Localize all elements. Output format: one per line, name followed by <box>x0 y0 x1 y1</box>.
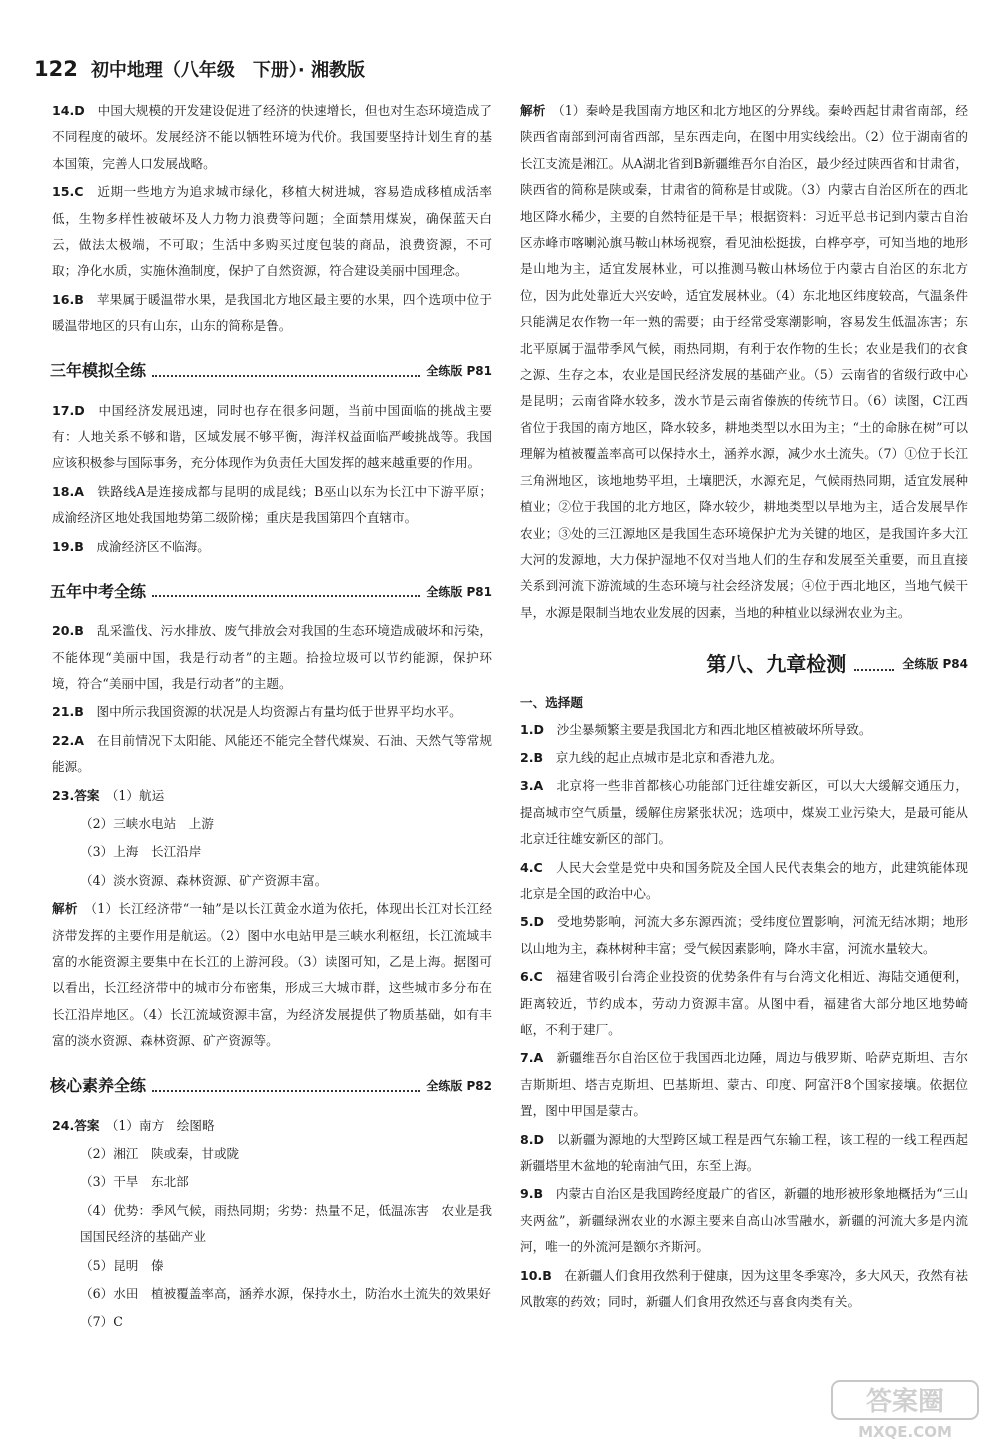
answer-item <box>520 717 968 743</box>
watermark-logo <box>830 1379 980 1443</box>
answer-item <box>520 1263 968 1316</box>
section-ref: 全练版 P82 <box>426 1079 492 1094</box>
answer-item <box>52 534 492 560</box>
answer-line: （1）航运 <box>112 787 165 803</box>
item-number: 5.D <box>520 914 545 930</box>
item-number: 21.B <box>52 704 84 720</box>
answer-item <box>520 773 968 852</box>
section-heading <box>50 354 492 390</box>
answer-item <box>52 287 492 340</box>
answer-item <box>52 728 492 781</box>
answer-line: （2）三峡水电站 上游 <box>80 815 214 831</box>
section-title: 核心素养全练 <box>50 1076 147 1096</box>
answer-item <box>520 1127 968 1180</box>
item-text: 新疆维吾尔自治区位于我国西北边陲，周边与俄罗斯、哈萨克斯坦、吉尔吉斯斯坦、塔吉克斯坦、巴基斯坦、蒙古、印度、阿富汗8个国家接壤。依据位置，图中甲国是蒙古。 <box>520 1050 969 1119</box>
item-text: 内蒙古自治区是我国跨经度最广的省区，新疆的地形被形象地概括为“三山夹两盆”，新疆绿洲农业的水源主要来自高山冰雪融水，新疆的河流大多是内流河，唯一的外流河是额尔齐斯河。 <box>520 1186 968 1255</box>
answer-line: （7）C <box>80 1314 123 1330</box>
answer-item <box>520 1045 968 1124</box>
item-number: 19.B <box>52 538 84 554</box>
item-number: 3.A <box>520 778 544 794</box>
answer-item <box>52 479 492 532</box>
item-number: 15.C <box>52 184 84 200</box>
item-text: 人民大会堂是党中央和国务院及全国人民代表集会的地方，此建筑能体现北京是全国的政治中心。 <box>520 859 969 901</box>
answer-line: （4）优势：季风气候，雨热同期；劣势：热量不足，低温冻害 农业是我国国民经济的基础产业 <box>80 1202 492 1245</box>
answer-item <box>520 964 968 1043</box>
chapter-heading <box>520 644 968 684</box>
item-number: 24.答案 <box>52 1117 100 1133</box>
answer-item <box>520 855 968 908</box>
item-number: 1.D <box>520 721 545 737</box>
analysis-text: （1）秦岭是我国南方地区和北方地区的分界线。秦岭西起甘肃省南部，经陕西省南部到河南省西部，呈东西走向，在图中用实线绘出。（2）位于湖南省的长江支流是湘江。从A湖北省到B新疆维吾尔自治区，最少经过陕西省和甘肃省，陕西省的简称是陕或秦，甘肃省的简称是甘或陇。（3）内蒙古自治区所在的西北地区降水稀少，主要的自然特征是干旱；根据资料：习近平总书记到内蒙古自治区赤峰市喀喇沁旗马鞍山林场视察，看见油松挺拔，白桦亭亭，可知当地的地形是山地为主，适宜发展林业，可以推测马鞍山林场位于内蒙古自治区的东北方位，因为此处靠近大兴安岭，适宜发展林业。（4）东北地区纬度较高，气温条件只能满足农作物一年一熟的需要；由于经常受寒潮影响，容易发生低温冻害；东北平原属于温带季风气候，雨热同期，有利于农作物的生长；农业是我们的衣食之源、生存之本，农业是国民经济发展的基础产业。（5）云南省的省级行政中心是昆明；云南省降水较多，泼水节是云南省傣族的传统节日。（6）读图，C江西省位于我国的南方地区，降水较多，耕地类型以水田为主；“土的命脉在树”可以理解为植被覆盖率高可以保持水土，涵养水源，减少水土流失。（7）①位于长江三角洲地区，该地地势平坦，土壤肥沃，水源充足，气候雨热同期，适宜发展种植业；②位于我国的北方地区，降水较少，耕地类型以旱地为主，适合发展旱作农业；③处的三江源地区是我国生态环境保护尤为关键的地区，是我国许多大江大河的发源地，大力保护湿地不仅对当地人们的生存和发展至关重要，而且直接关系到河流下游流域的生态环境与社会经济发展；④位于西北地区，当地气候干旱，水源是限制当地农业发展的因素，当地的种植业以绿洲农业为主。 <box>520 103 969 620</box>
item-text: 苹果属于暖温带水果，是我国北方地区最主要的水果，四个选项中位于暖温带地区的只有山东，山东的简称是鲁。 <box>52 291 493 334</box>
item-text: 沙尘暴频繁主要是我国北方和西北地区植被破坏所导致。 <box>556 721 872 737</box>
right-column <box>520 98 968 1317</box>
item-text: 京九线的起止点城市是北京和香港九龙。 <box>555 749 783 765</box>
left-column <box>52 98 492 1338</box>
analysis-block <box>520 98 968 626</box>
answer-line: （3）上海 长江沿岸 <box>80 844 202 860</box>
watermark-cn: 答案圈 <box>865 1387 945 1417</box>
item-text: 铁路线A是连接成都与昆明的成昆线；B巫山以东为长江中下游平原；成渝经济区地处我国地势第二级阶梯；重庆是我国第四个直辖市。 <box>52 483 492 526</box>
item-text: 中国大规模的开发建设促进了经济的快速增长，但也对生态环境造成了不同程度的破坏。发展经济不能以牺牲环境为代价。我国要坚持计划生育的基本国策，完善人口发展战略。 <box>52 103 493 171</box>
answer-item <box>52 618 492 697</box>
watermark-url: MXQE.COM <box>858 1423 952 1441</box>
section-heading <box>50 574 492 610</box>
item-number: 16.B <box>52 291 84 307</box>
answer-item <box>52 699 492 725</box>
analysis-label: 解析 <box>52 901 78 917</box>
dotted-leader <box>152 375 420 377</box>
item-number: 10.B <box>520 1267 552 1283</box>
item-number: 20.B <box>52 623 84 639</box>
analysis-text: （1）长江经济带“一轴”是以长江黄金水道为依托，体现出长江对长江经济带发挥的主要作用是航运。（2）图中水电站甲是三峡水利枢纽，长江流域丰富的水能资源主要集中在长江的上游河段。（3）读图可知，乙是上海。据图可以看出，长江经济带中的城市分布密集，形成三大城市群，这些城市多分布在长江沿岸地区。（4）长江流域资源丰富，为经济发展提供了物质基础，如有丰富的淡水资源、森林资源、矿产资源等。 <box>52 901 492 1049</box>
item-text: 以新疆为源地的大型跨区域工程是西气东输工程，该工程的一线工程西起新疆塔里木盆地的轮南油气田，东至上海。 <box>520 1131 969 1174</box>
item-text: 图中所示我国资源的状况是人均资源占有量均低于世界平均水平。 <box>96 704 462 720</box>
answer-item <box>52 1113 492 1139</box>
answer-item <box>520 1181 968 1260</box>
section-title: 三年模拟全练 <box>50 361 147 381</box>
item-text: 乱采滥伐、污水排放、废气排放会对我国的生态环境造成破坏和污染，不能体现“美丽中国，我是行动者”的主题。拾捡垃圾可以节约能源，保护环境，符合“美丽中国，我是行动者”的主题。 <box>52 623 493 691</box>
item-number: 18.A <box>52 483 85 499</box>
item-text: 受地势影响，河流大多东源西流；受纬度位置影响，河流无结冰期；地形以山地为主，森林树种丰富；受气候因素影响，降水丰富，河流水量较大。 <box>520 914 969 956</box>
item-text: 北京将一些非首都核心功能部门迁往雄安新区，可以大大缓解交通压力，提高城市空气质量，缓解住房紧张状况；选项中，煤炭工业污染大，是最可能从北京迁往雄安新区的部门。 <box>520 778 969 847</box>
item-number: 23.答案 <box>52 787 100 803</box>
answer-item <box>52 398 492 477</box>
analysis-label: 解析 <box>520 103 546 118</box>
answer-item <box>520 745 968 771</box>
section-title: 五年中考全练 <box>50 581 147 601</box>
item-number: 8.D <box>520 1131 545 1147</box>
item-text: 在目前情况下太阳能、风能还不能完全替代煤炭、石油、天然气等常规能源。 <box>52 732 493 775</box>
analysis-block <box>52 896 492 1054</box>
section-ref: 全练版 P81 <box>426 364 492 379</box>
dotted-leader <box>854 669 894 671</box>
item-number: 17.D <box>52 402 85 418</box>
item-number: 4.C <box>520 859 543 875</box>
item-text: 中国经济发展迅速，同时也存在很多问题，当前中国面临的挑战主要有：人地关系不够和谐，区域发展不够平衡，海洋权益面临严峻挑战等。我国应该积极参与国际事务，充分体现作为负责任大国发挥的越来越重要的作用。 <box>52 402 493 471</box>
answer-line: （6）水田 植被覆盖率高，涵养水源，保持水土，防治水土流失的效果好 <box>80 1286 492 1302</box>
item-text: 福建省吸引台湾企业投资的优势条件有与台湾文化相近、海陆交通便利，距离较近，节约成本，劳动力资源丰富。从图中看，福建省大部分地区地势崎岖，不利于建厂。 <box>520 969 969 1037</box>
book-title: 初中地理（八年级 下册）· 湘教版 <box>90 60 366 81</box>
item-number: 7.A <box>520 1050 544 1066</box>
answer-item <box>520 909 968 962</box>
answer-item <box>52 783 492 809</box>
section-heading <box>50 1069 492 1105</box>
chapter-ref: 全练版 P84 <box>902 656 968 671</box>
answer-item <box>52 98 492 177</box>
subsection-title: 一、选择题 <box>520 695 583 711</box>
answer-line: （3）干旱 东北部 <box>80 1174 189 1190</box>
dotted-leader <box>152 1090 420 1092</box>
item-text: 在新疆人们食用孜然利于健康，因为这里冬季寒冷，多大风天，孜然有祛风散寒的药效；同时，新疆人们食用孜然还与喜食肉类有关。 <box>520 1267 969 1310</box>
section-ref: 全练版 P81 <box>426 584 492 599</box>
answer-line: （5）昆明 傣 <box>80 1257 164 1273</box>
answer-item <box>52 179 492 285</box>
item-number: 6.C <box>520 969 543 985</box>
answer-line: （1）南方 绘图略 <box>112 1117 215 1133</box>
chapter-title: 第八、九章检测 <box>706 651 847 676</box>
item-number: 22.A <box>52 732 85 748</box>
item-number: 14.D <box>52 103 85 118</box>
page-number: 122 <box>34 57 78 81</box>
answer-line: （2）湘江 陕或秦，甘或陇 <box>80 1146 240 1161</box>
page-header <box>34 56 365 96</box>
item-number: 9.B <box>520 1186 544 1202</box>
item-text: 近期一些地方为追求城市绿化，移植大树进城，容易造成移植成活率低，生物多样性被破坏及人力物力浪费等问题；全面禁用煤炭，确保蓝天白云，做法太极端，不可取；生活中多购买过度包装的商品，浪费资源，不可取；净化水质，实施休渔制度，保护了自然资源，符合建设美丽中国理念。 <box>52 184 493 279</box>
item-number: 2.B <box>520 749 544 765</box>
dotted-leader <box>152 595 420 597</box>
item-text: 成渝经济区不临海。 <box>96 538 210 554</box>
answer-line: （4）淡水资源、森林资源、矿产资源丰富。 <box>80 872 328 888</box>
